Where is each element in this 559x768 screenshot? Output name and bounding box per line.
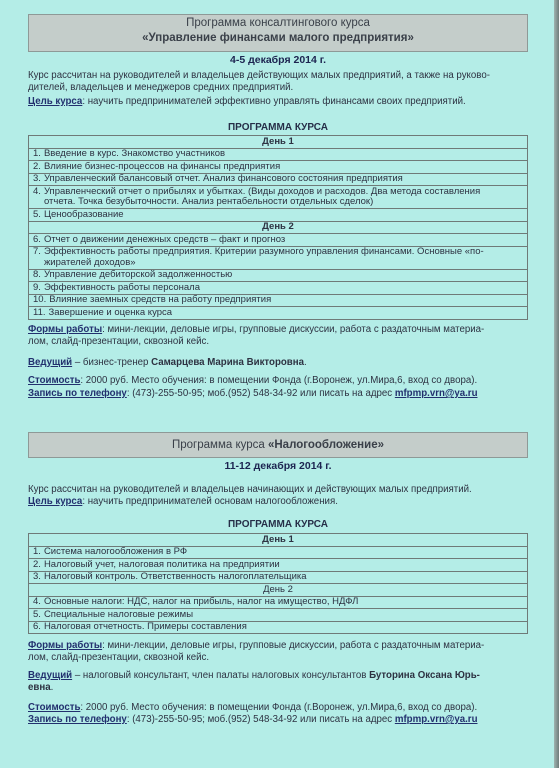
course-header <box>28 14 528 52</box>
email-address: mfpmp.vrn@ya.ru <box>394 714 478 725</box>
program-item <box>29 596 527 609</box>
instructor-role: – налоговый консультант, член палаты налоговых консультантов <box>72 670 370 681</box>
work-formats <box>28 324 543 348</box>
item-text: Налоговая отчетность. Примеры составления <box>43 621 247 632</box>
instructor-info <box>28 670 543 694</box>
course-goal-text: : научить предпринимателей эффективно управлять финансами своих предприятий. <box>82 96 466 107</box>
course-description: Курс рассчитан на руководителей и владельцев действующих малых предприятий, а также на руково- дителей, владельцев и менеджеров средних предприятий. <box>28 70 490 93</box>
item-number: 3. <box>33 571 41 582</box>
item-text: Эффективность работы персонала <box>43 281 200 293</box>
course-header-subtitle: Программа консалтингового курса <box>186 17 370 29</box>
cost-text: : 2000 руб. Место обучения: в помещении Фонда (г.Воронеж, ул.Мира,6, вход со двора). <box>80 375 478 386</box>
work-formats-text: : мини-лекции, деловые игры, групповые дискуссии, работа с раздаточным материа- лом, слайд-презентации, сквозной кейс. <box>28 640 485 663</box>
program-title: ПРОГРАММА КУРСА <box>227 122 329 133</box>
instructor-label: Ведущий <box>28 357 73 368</box>
course-goal <box>28 496 543 508</box>
item-number: 1. <box>33 148 41 159</box>
cost-text: : 2000 руб. Место обучения: в помещении Фонда (г.Воронеж, ул.Мира,6, вход со двора). <box>80 702 478 713</box>
work-formats-text: : мини-лекции, деловые игры, групповые дискуссии, работа с раздаточным материа- лом, слайд-презентации, сквозной кейс. <box>28 324 485 347</box>
program-item <box>29 621 527 634</box>
program-item <box>29 571 527 584</box>
day-header <box>29 583 527 596</box>
day-title: День 2 <box>262 221 294 232</box>
work-formats-label: Формы работы <box>28 324 103 335</box>
program-item <box>29 294 527 307</box>
program-item <box>29 281 527 294</box>
item-text: Налоговый контроль. Ответственность налогоплательщика <box>43 571 307 582</box>
scan-edge <box>554 0 559 768</box>
course-header-title: «Налогообложение» <box>267 439 384 451</box>
program-item <box>29 269 527 282</box>
day-title: День 1 <box>262 533 294 545</box>
item-number: 7. <box>33 246 41 257</box>
program-table <box>28 533 528 634</box>
item-text: Эффективность работы предприятия. Критерии разумного управления финансами. Основные «по- жирателей доходов» <box>43 246 484 268</box>
item-number: 6. <box>33 233 41 245</box>
program-item <box>29 185 527 208</box>
instructor-name: Буторина Оксана Юрь- евна <box>28 670 480 693</box>
item-text: Управленческий отчет о прибылях и убытках. (Виды доходов и расходов. Два метода составления отчета. Точка безубыточности. Анализ рентабельности отдельных сделок) <box>43 185 481 207</box>
program-item <box>29 558 527 571</box>
item-text: Основные налоги: НДС, налог на прибыль, налог на имущество, НДФЛ <box>43 596 359 607</box>
work-formats <box>28 640 543 664</box>
day-title: День 2 <box>263 583 293 595</box>
item-number: 10. <box>33 294 47 305</box>
cost-info <box>28 702 543 714</box>
cost-label: Стоимость <box>28 702 81 713</box>
cost-info <box>28 375 543 387</box>
signup-text: : (473)-255-50-95; моб.(952) 548-34-92 или писать на адрес <box>126 714 395 725</box>
item-number: 8. <box>33 269 41 280</box>
instructor-end: . <box>50 682 54 693</box>
instructor-info <box>28 357 543 369</box>
item-text: Налоговый учет, налоговая политика на предприятии <box>43 558 280 570</box>
item-number: 11. <box>33 306 46 318</box>
course-goal-label: Цель курса <box>28 96 83 107</box>
item-number: 2. <box>33 160 41 172</box>
item-number: 5. <box>33 608 41 620</box>
program-title: ПРОГРАММА КУРСА <box>227 519 329 530</box>
instructor-label: Ведущий <box>28 670 73 681</box>
program-table <box>28 135 528 320</box>
day-header <box>29 534 527 546</box>
course-goal <box>28 96 543 108</box>
item-text: Влияние бизнес-процессов на финансы предприятия <box>43 160 281 172</box>
work-formats-label: Формы работы <box>28 640 103 651</box>
course-header-title: «Управление финансами малого предприятия» <box>142 32 414 44</box>
course-dates: 11-12 декабря 2014 г. <box>224 460 332 472</box>
item-text: Введение в курс. Знакомство участников <box>43 148 226 159</box>
instructor-end: . <box>303 357 307 368</box>
item-number: 9. <box>33 281 41 293</box>
cost-label: Стоимость <box>28 375 81 386</box>
program-item <box>29 233 527 246</box>
item-number: 4. <box>33 185 41 197</box>
item-text: Специальные налоговые режимы <box>43 608 194 620</box>
day-header <box>29 221 527 234</box>
instructor-name: Самарцева Марина Викторовна <box>151 357 304 368</box>
item-text: Управление дебиторской задолженностью <box>43 269 233 280</box>
program-item <box>29 608 527 621</box>
item-number: 6. <box>33 621 41 632</box>
item-text: Система налогообложения в РФ <box>43 546 188 557</box>
day-title: День 1 <box>262 135 294 147</box>
item-number: 4. <box>33 596 41 607</box>
item-number: 3. <box>33 173 41 184</box>
item-number: 2. <box>33 558 41 570</box>
item-text: Отчет о движении денежных средств – факт и прогноз <box>43 233 286 245</box>
course-goal-label: Цель курса <box>28 496 83 507</box>
day-header <box>29 136 527 148</box>
signup-info <box>28 388 543 400</box>
program-item <box>29 148 527 161</box>
item-text: Управленческий балансовый отчет. Анализ финансового состояния предприятия <box>43 173 403 184</box>
signup-label: Запись по телефону <box>28 714 127 725</box>
instructor-role: – бизнес-тренер <box>72 357 152 368</box>
program-item <box>29 546 527 559</box>
course-description: Курс рассчитан на руководителей и владельцев начинающих и действующих малых предприятий. <box>28 484 472 495</box>
item-number: 5. <box>33 208 41 220</box>
course-header <box>28 432 528 458</box>
item-text: Влияние заемных средств на работу предприятия <box>49 294 272 305</box>
course-goal-text: : научить предпринимателей основам налогообложения. <box>82 496 338 507</box>
item-text: Ценообразование <box>43 208 124 220</box>
course-dates: 4-5 декабря 2014 г. <box>229 54 326 66</box>
program-item <box>29 160 527 173</box>
item-number: 1. <box>33 546 41 557</box>
item-text: Завершение и оценка курса <box>48 306 173 318</box>
program-item <box>29 208 527 221</box>
course-header-prefix: Программа курса <box>172 439 268 451</box>
email-address: mfpmp.vrn@ya.ru <box>394 388 478 399</box>
signup-info <box>28 714 543 726</box>
program-item <box>29 173 527 186</box>
signup-text: : (473)-255-50-95; моб.(952) 548-34-92 или писать на адрес <box>126 388 395 399</box>
program-item <box>29 306 527 319</box>
signup-label: Запись по телефону <box>28 388 127 399</box>
program-item <box>29 246 527 269</box>
